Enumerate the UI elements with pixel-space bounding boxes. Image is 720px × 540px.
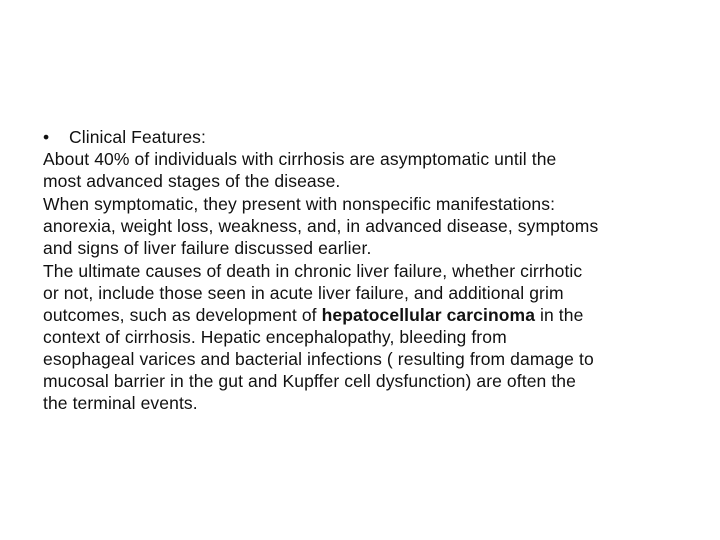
bullet-icon: • xyxy=(43,127,50,147)
paragraph3-line3-after: in the xyxy=(535,305,584,325)
hepatocellular-carcinoma-bold: hepatocellular carcinoma xyxy=(321,305,536,325)
paragraph3-line1: The ultimate causes of death in chronic liver failure, whether cirrhotic xyxy=(43,261,583,281)
heading-text: Clinical Features: xyxy=(69,127,206,147)
paragraph3-line7: the terminal events. xyxy=(43,393,198,413)
paragraph3-line2: or not, include those seen in acute liver failure, and additional grim xyxy=(43,283,564,303)
content-text-block xyxy=(43,126,683,414)
paragraph2-line1: When symptomatic, they present with nonspecific manifestations: xyxy=(43,194,556,214)
paragraph3-line4: context of cirrhosis. Hepatic encephalopathy, bleeding from xyxy=(43,327,507,347)
bullet-heading xyxy=(43,126,683,148)
paragraph3-line5: esophageal varices and bacterial infections ( resulting from damage to xyxy=(43,349,594,369)
paragraph3-line3 xyxy=(43,304,683,326)
paragraph1-line1: About 40% of individuals with cirrhosis are asymptomatic until the xyxy=(43,149,557,169)
paragraph2-line3: and signs of liver failure discussed earlier. xyxy=(43,238,372,258)
paragraph3-line3-before: outcomes, such as development of xyxy=(43,305,322,325)
paragraph2-line2: anorexia, weight loss, weakness, and, in advanced disease, symptoms xyxy=(43,216,599,236)
paragraph1-line2: most advanced stages of the disease. xyxy=(43,171,341,191)
paragraph3-line6: mucosal barrier in the gut and Kupffer cell dysfunction) are often the xyxy=(43,371,576,391)
